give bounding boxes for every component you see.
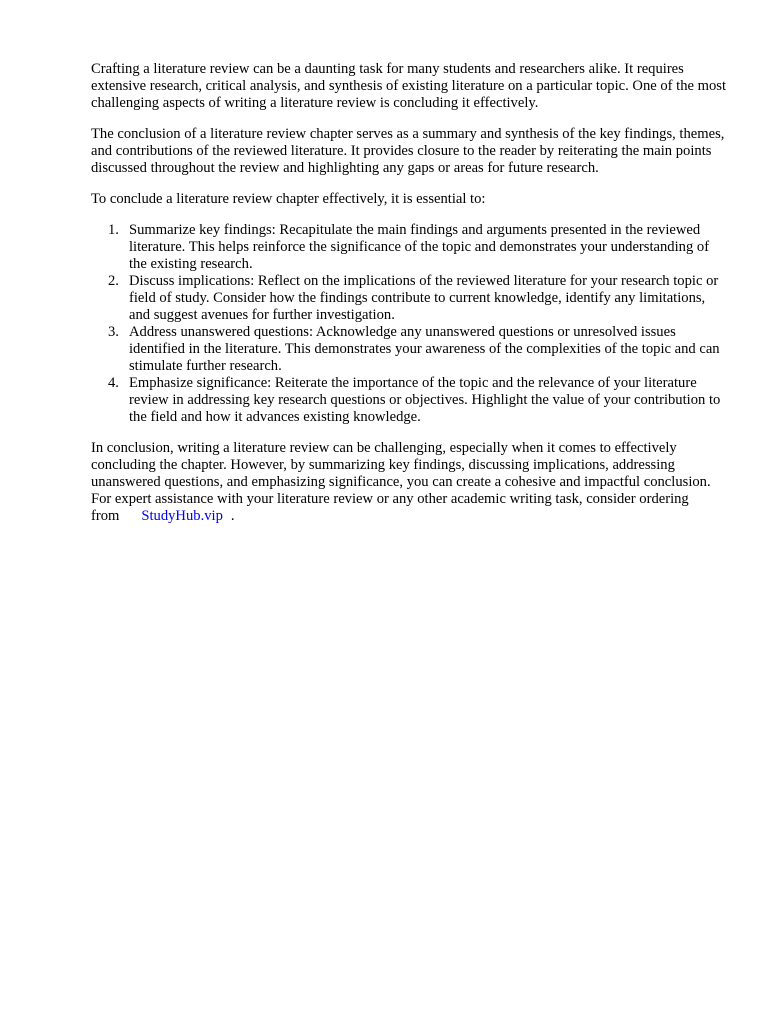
final-punctuation: .	[230, 508, 235, 524]
conclusion-role-paragraph: The conclusion of a literature review chapter serves as a summary and synthesis of the key findings, themes, and contributions of the reviewed literature. It provides closure to the reader by reiterating the main points discussed throughout the review and highlighting any gaps or areas for future research.	[91, 126, 725, 176]
final-paragraph-text: In conclusion, writing a literature review can be challenging, especially when it comes to effectively concluding the chapter. However, by summarizing key findings, discussing implications, addressing unanswered questions, and emphasizing significance, you can create a cohesive and impactful conclusion. For expert assistance with your literature review or any other academic writing task, consider ordering from	[91, 440, 711, 524]
list-item-text: Emphasize significance: Reiterate the importance of the topic and the relevance of your literature review in addressing key research questions or objectives. Highlight the value of your contribution to the field and how it advances existing knowledge.	[129, 375, 721, 425]
final-paragraph	[91, 440, 727, 525]
document-page	[91, 61, 727, 539]
list-item	[91, 324, 727, 375]
list-item	[91, 375, 727, 426]
studyhub-link[interactable]: StudyHub.vip	[141, 508, 223, 524]
steps-list	[91, 222, 727, 426]
list-item-text: Discuss implications: Reflect on the implications of the reviewed literature for your research topic or field of study. Consider how the findings contribute to current knowledge, identify any limitations, and suggest avenues for further investigation.	[129, 273, 719, 323]
intro-paragraph: Crafting a literature review can be a daunting task for many students and researchers alike. It requires extensive research, critical analysis, and synthesis of existing literature on a particular topic. One of the most challenging aspects of writing a literature review is concluding it effectively.	[91, 61, 727, 111]
list-item-text: Address unanswered questions: Acknowledge any unanswered questions or unresolved issues identified in the literature. This demonstrates your awareness of the complexities of the topic and can stimulate further research.	[129, 324, 720, 374]
list-item-number: 3.	[108, 324, 119, 340]
list-item-text: Summarize key findings: Recapitulate the main findings and arguments presented in the reviewed literature. This helps reinforce the significance of the topic and demonstrates your understanding of the existing research.	[129, 222, 710, 272]
list-item-number: 4.	[108, 375, 119, 391]
list-item	[91, 273, 727, 324]
list-item-number: 1.	[108, 222, 119, 238]
list-item	[91, 222, 727, 273]
list-item-number: 2.	[108, 273, 119, 289]
steps-intro: To conclude a literature review chapter effectively, it is essential to:	[91, 191, 486, 207]
